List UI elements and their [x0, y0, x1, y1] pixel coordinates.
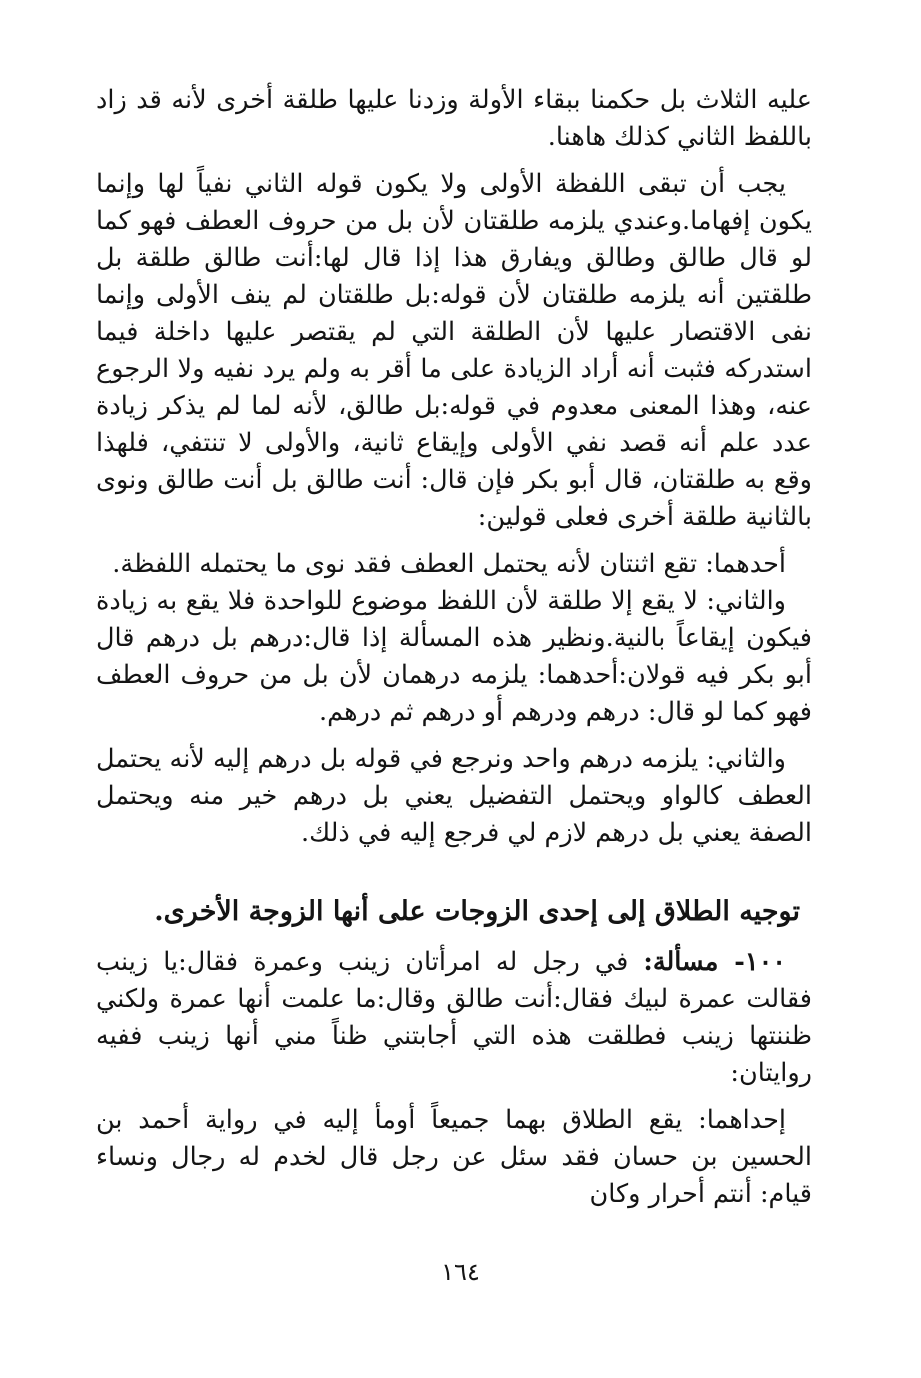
paragraph-second-view: والثاني: يلزمه درهم واحد ونرجع في قوله بل درهم إليه لأنه يحتمل العطف كالواو ويحتمل التفضيل يعني بل درهم خير منه ويحتمل الصفة يعني بل درهم لازم لي فرجع إليه في ذلك.	[96, 744, 812, 848]
page-number: ١٦٤	[441, 1258, 480, 1286]
issue-number-label: ١٠٠- مسألة:	[643, 947, 786, 977]
paragraph-issue	[96, 944, 812, 1092]
paragraph-main-argument: يجب أن تبقى اللفظة الأولى ولا يكون قوله الثاني نفياً لها وإنما يكون إفهاما.وعندي يلزمه طلقتان لأن بل من حروف العطف فهو كما لو قال طالق وطالق ويفارق هذا إذا قال لها:أنت طالق طلقة بل طلقتين أنه يلزمه طلقتان لأن قوله:بل طلقتان لم ينف الأولى وإنما نفى الاقتصار عليها لأن الطلقة التي لم يقتصر عليها داخلة فيما استدركه فثبت أنه أراد الزيادة على ما أقر به ولم يرد نفيه ولا الرجوع عنه، وهذا المعنى معدوم في قوله:بل طالق، لأنه لما لم يذكر زيادة عدد علم أنه قصد نفي الأولى وإيقاع ثانية، والأولى لا تنتفي، فلهذا وقع به طلقتان، قال أبو بكر فإن قال: أنت طالق بل أنت طالق ونوى بالثانية طلقة أخرى فعلى قولين:	[96, 169, 812, 532]
paragraph-continuation: عليه الثلاث بل حكمنا ببقاء الأولة وزدنا عليها طلقة أخرى لأنه قد زاد باللفظ الثاني كذلك هاهنا.	[96, 85, 812, 152]
paragraph-first-opinion: أحدهما: تقع اثنتان لأنه يحتمل العطف فقد نوى ما يحتمله اللفظة.	[112, 549, 786, 579]
paragraph-first-narration: إحداهما: يقع الطلاق بهما جميعاً أومأ إليه في رواية أحمد بن الحسين بن حسان فقد سئل عن رجل قال لخدم له رجال ونساء قيام: أنتم أحرار وكان	[96, 1105, 812, 1209]
issue-text: في رجل له امرأتان زينب وعمرة فقال:يا زينب فقالت عمرة لبيك فقال:أنت طالق وقال:ما علمت أنها عمرة ولكني ظننتها زينب فطلقت هذه التي أجابتني ظناً مني أنها زينب ففيه روايتان:	[96, 947, 812, 1088]
paragraph-second-opinion: والثاني: لا يقع إلا طلقة لأن اللفظ موضوع للواحدة فلا يقع به زيادة فيكون إيقاعاً بالنية.ونظير هذه المسألة إذا قال:درهم بل درهم قال أبو بكر فيه قولان:أحدهما: يلزمه درهمان لأن بل من حروف العطف فهو كما لو قال: درهم ودرهم أو درهم ثم درهم.	[96, 586, 812, 727]
section-heading: توجيه الطلاق إلى إحدى الزوجات على أنها الزوجة الأخرى.	[154, 896, 800, 927]
page-body	[96, 82, 812, 1213]
